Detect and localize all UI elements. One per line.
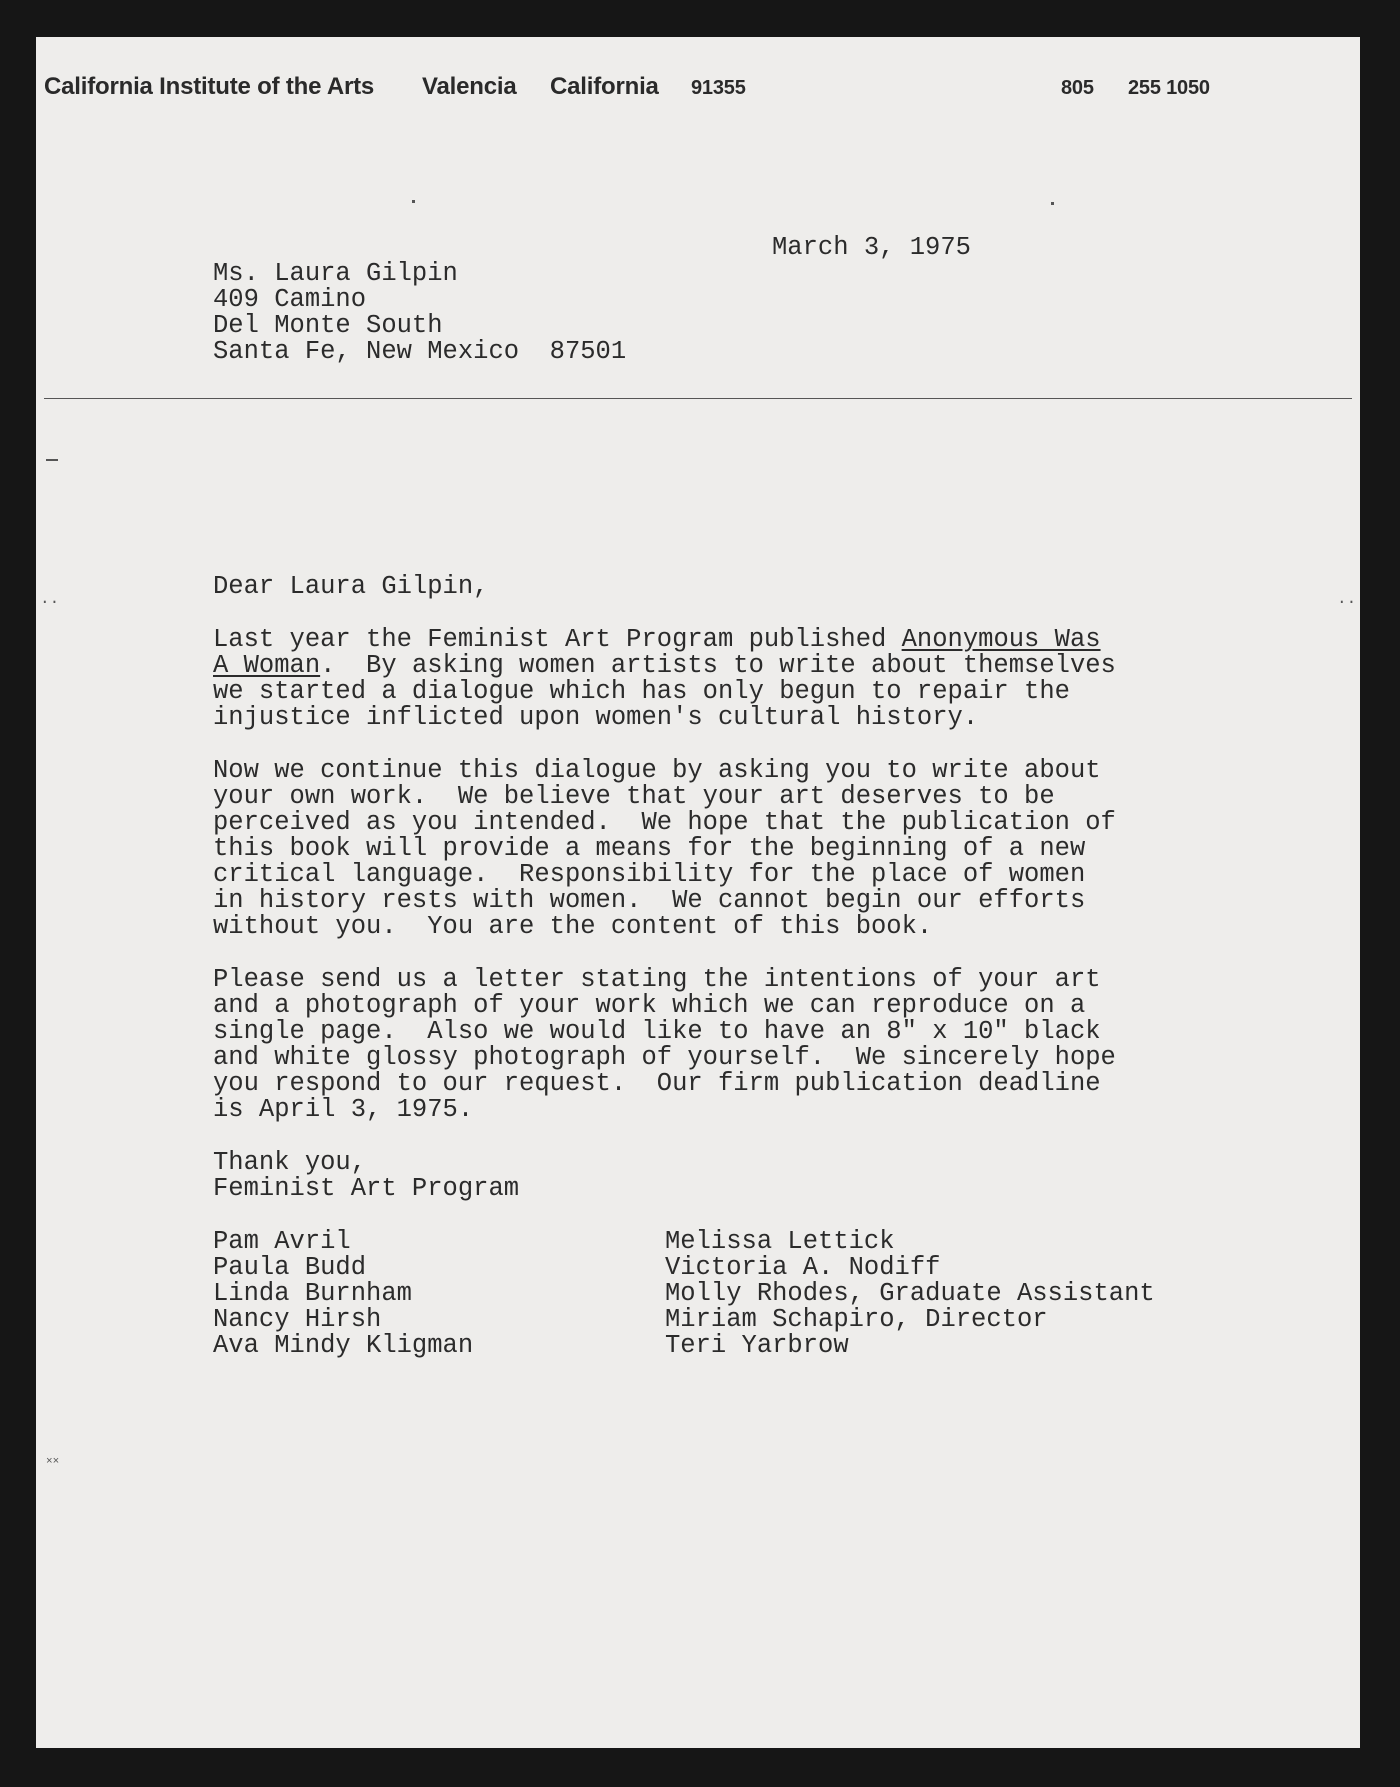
paragraph-line: injustice inflicted upon women's cultural history. (213, 703, 979, 732)
signatory-name: Melissa Lettick (665, 1227, 895, 1256)
paragraph-line: and a photograph of your work which we can reproduce on a (213, 991, 1086, 1020)
paragraph-line: we started a dialogue which has only begun to repair the (213, 677, 1070, 706)
fold-mark (412, 200, 415, 203)
closing-line: Feminist Art Program (213, 1174, 520, 1203)
signatory-name: Paula Budd (213, 1253, 367, 1282)
paragraph-line: you respond to our request. Our firm publication deadline (213, 1069, 1101, 1098)
text-run: . By asking women artists to write about themselves (320, 651, 1116, 680)
paragraph-line: critical language. Responsibility for the place of women (213, 860, 1086, 889)
letterhead-zip: 91355 (691, 77, 746, 99)
salutation: Dear Laura Gilpin, (213, 572, 489, 601)
paragraph-line (213, 627, 1101, 653)
paragraph-line: your own work. We believe that your art deserves to be (213, 782, 1055, 811)
letter-date: March 3, 1975 (772, 233, 971, 262)
closing-line: Thank you, (213, 1148, 367, 1177)
paragraph-line (213, 653, 1116, 679)
signatory-name: Pam Avril (213, 1227, 351, 1256)
address-line: 409 Camino (213, 285, 367, 314)
paragraph-line: perceived as you intended. We hope that the publication of (213, 808, 1116, 837)
letterhead-city: Valencia (422, 73, 517, 100)
signatory-name: Molly Rhodes, Graduate Assistant (665, 1279, 1155, 1308)
paragraph-line: is April 3, 1975. (213, 1095, 474, 1124)
letterhead-state: California (550, 73, 659, 100)
address-line: Santa Fe, New Mexico 87501 (213, 337, 627, 366)
paragraph-line: this book will provide a means for the beginning of a new (213, 834, 1086, 863)
margin-dots: ·· (1337, 593, 1357, 611)
signatory-name: Victoria A. Nodiff (665, 1253, 941, 1282)
margin-dots: ·· (40, 593, 60, 611)
address-line: Ms. Laura Gilpin (213, 259, 458, 288)
book-title: A Woman (213, 651, 321, 680)
divider-rule (44, 398, 1352, 399)
signatory-name: Ava Mindy Kligman (213, 1331, 474, 1360)
signatory-name: Teri Yarbrow (665, 1331, 849, 1360)
fold-mark (1051, 202, 1054, 205)
signatory-name: Nancy Hirsh (213, 1305, 382, 1334)
paragraph-line: Please send us a letter stating the intentions of your art (213, 965, 1101, 994)
paragraph-line: single page. Also we would like to have an 8" x 10" black (213, 1017, 1101, 1046)
paragraph-line: Now we continue this dialogue by asking you to write about (213, 756, 1101, 785)
signatory-name: Miriam Schapiro, Director (665, 1305, 1048, 1334)
paragraph-line: and white glossy photograph of yourself. We sincerely hope (213, 1043, 1116, 1072)
address-line: Del Monte South (213, 311, 443, 340)
letterhead-institution: California Institute of the Arts (44, 73, 375, 100)
paragraph-line: without you. You are the content of this book. (213, 912, 933, 941)
text-run: Last year the Feminist Art Program published (213, 625, 902, 654)
letterhead-phone-area: 805 (1061, 77, 1094, 99)
margin-dots: ×× (46, 1456, 60, 1468)
margin-mark (46, 459, 58, 461)
book-title: Anonymous Was (901, 625, 1101, 654)
paragraph-line: in history rests with women. We cannot begin our efforts (213, 886, 1086, 915)
letterhead-phone-number: 255 1050 (1128, 77, 1210, 99)
signatory-name: Linda Burnham (213, 1279, 412, 1308)
